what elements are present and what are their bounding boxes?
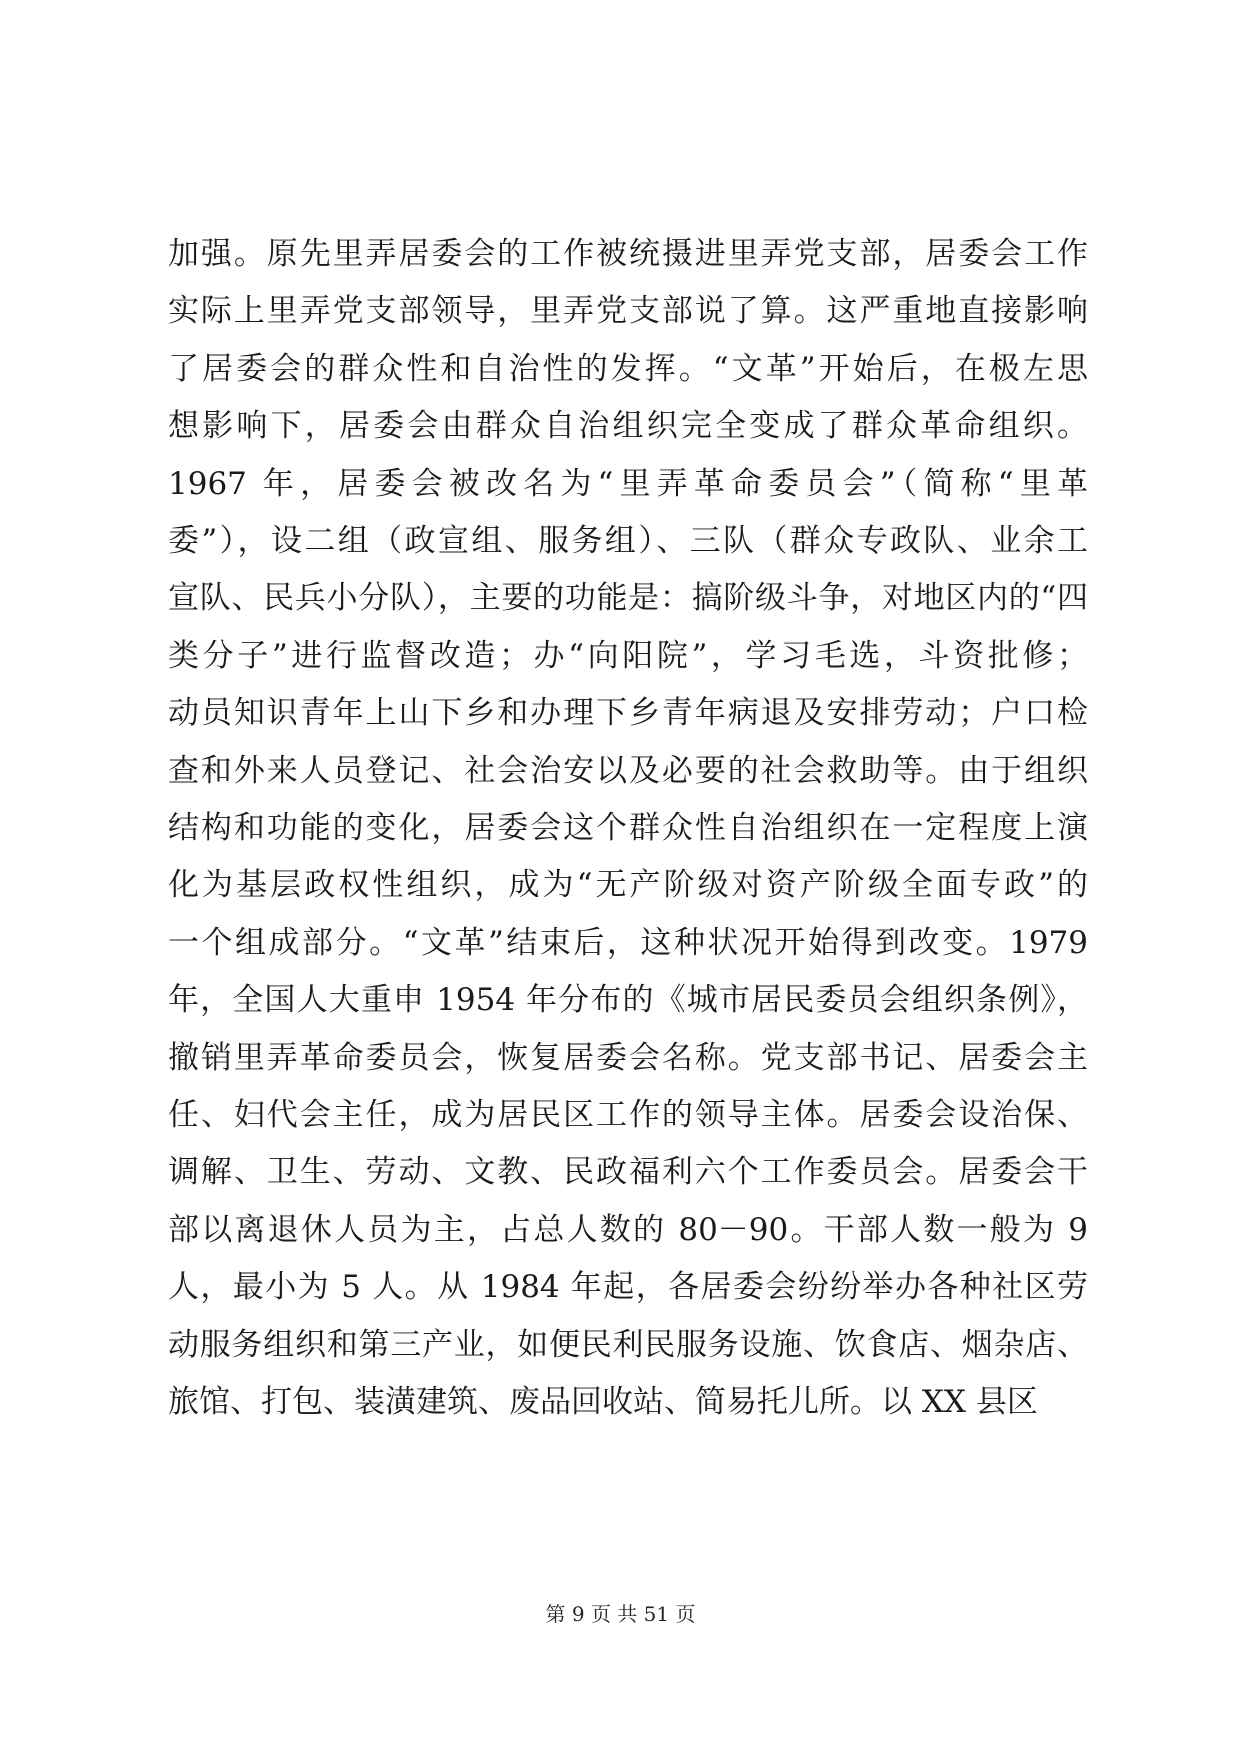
text-line: 动服务组织和第三产业，如便民利民服务设施、饮食店、烟杂店、 (168, 1326, 1088, 1363)
text-line: 宣队、民兵小分队），主要的功能是：搞阶级斗争，对地区内的“四 (168, 580, 1088, 617)
text-line: 人，最小为 5 人。从 1984 年起，各居委会纷纷举办各种社区劳 (168, 1269, 1088, 1306)
text-line: 想影响下，居委会由群众自治组织完全变成了群众革命组织。 (168, 408, 1088, 445)
text-line: 一个组成部分。“文革”结束后，这种状况开始得到改变。1979 (168, 924, 1088, 961)
text-line: 化为基层政权性组织，成为“无产阶级对资产阶级全面专政”的 (168, 867, 1088, 904)
text-line: 实际上里弄党支部领导，里弄党支部说了算。这严重地直接影响 (168, 293, 1088, 330)
text-line: 任、妇代会主任，成为居民区工作的领导主体。居委会设治保、 (168, 1097, 1088, 1133)
text-line: 委”），设二组（政宣组、服务组）、三队（群众专政队、业余工 (168, 523, 1088, 559)
text-line: 动员知识青年上山下乡和办理下乡青年病退及安排劳动；户口检 (168, 695, 1088, 732)
text-line: 旅馆、打包、装潢建筑、废品回收站、简易托儿所。以 XX 县区 (168, 1384, 1038, 1420)
text-line: 调解、卫生、劳动、文教、民政福利六个工作委员会。居委会干 (168, 1154, 1088, 1191)
text-line: 类分子”进行监督改造；办“向阳院”，学习毛选，斗资批修； (168, 637, 1088, 674)
text-line: 结构和功能的变化，居委会这个群众性自治组织在一定程度上演 (168, 810, 1088, 846)
text-line: 部以离退休人员为主，占总人数的 80－90。干部人数一般为 9 (168, 1211, 1088, 1248)
page-number-footer: 第 9 页 共 51 页 (545, 1602, 696, 1626)
text-line: 了居委会的群众性和自治性的发挥。“文革”开始后，在极左思 (168, 350, 1088, 387)
text-line: 1967 年，居委会被改名为“里弄革命委员会”（简称“里革 (168, 465, 1088, 502)
text-line: 查和外来人员登记、社会治安以及必要的社会救助等。由于组织 (168, 752, 1088, 789)
text-line: 加强。原先里弄居委会的工作被统摄进里弄党支部，居委会工作 (168, 236, 1088, 272)
text-line: 年，全国人大重申 1954 年分布的《城市居民委员会组织条例》， (168, 982, 1088, 1019)
text-line: 撤销里弄革命委员会，恢复居委会名称。党支部书记、居委会主 (168, 1039, 1088, 1076)
